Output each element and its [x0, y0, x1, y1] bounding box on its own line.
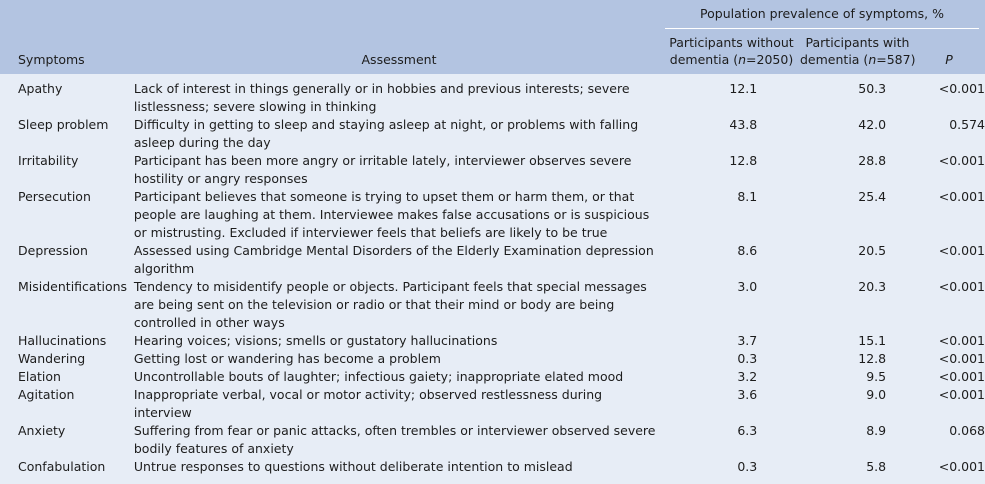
- symptom-cell: Misidentifications: [18, 279, 128, 294]
- symptom-cell: Sleep problem: [18, 117, 109, 132]
- p-value: <0.001: [938, 351, 985, 366]
- p-value: 0.574: [949, 117, 985, 132]
- col-header-p: P: [945, 52, 953, 67]
- symptom-cell: Apathy: [18, 81, 63, 96]
- table-row: [0, 332, 985, 350]
- assessment-cell: Untrue responses to questions without deliberate intention to mislead: [133, 459, 573, 474]
- table-row: [0, 368, 985, 386]
- with-dementia-value: 9.0: [866, 387, 887, 402]
- table-row: [0, 458, 985, 476]
- table-row: [0, 422, 985, 458]
- with-dementia-value: 28.8: [858, 153, 887, 168]
- p-value: <0.001: [938, 153, 985, 168]
- without-dementia-value: 0.3: [737, 351, 758, 366]
- without-dementia-value: 6.3: [737, 423, 758, 438]
- without-dementia-value: 3.2: [737, 369, 758, 384]
- table-row: [0, 188, 985, 242]
- table-body: [0, 80, 985, 476]
- table-row: [0, 386, 985, 422]
- symptom-cell: Confabulation: [18, 459, 106, 474]
- p-value: <0.001: [938, 387, 985, 402]
- col-header-without-line1: Participants without: [669, 35, 794, 50]
- assessment-cell: Uncontrollable bouts of laughter; infectious gaiety; inappropriate elated mood: [133, 369, 624, 384]
- symptom-cell: Persecution: [18, 189, 91, 204]
- col-header-without-line2: dementia (n=2050): [669, 52, 794, 67]
- with-dementia-value: 20.5: [858, 243, 887, 258]
- col-header-with-line1: Participants with: [805, 35, 910, 50]
- assessment-cell: Participant believes that someone is trying to upset them or harm them, or that people are laughing at them. Interviewee makes false accusations or is suspicious or mistrusting. Excluded if interviewer feels that beliefs are likely to be true: [133, 189, 650, 240]
- assessment-cell: Inappropriate verbal, vocal or motor activity; observed restlessness during interview: [133, 387, 603, 420]
- group-title: Population prevalence of symptoms, %: [700, 6, 944, 21]
- table-row: [0, 350, 985, 368]
- assessment-cell: Tendency to misidentify people or objects. Participant feels that special messages are being sent on the television or radio or that their mind or body are being controlled in other ways: [133, 279, 647, 330]
- with-dementia-value: 5.8: [866, 459, 887, 474]
- p-value: 0.068: [949, 423, 985, 438]
- assessment-cell: Hearing voices; visions; smells or gustatory hallucinations: [133, 333, 498, 348]
- without-dementia-value: 8.6: [737, 243, 758, 258]
- without-dementia-value: 0.3: [737, 459, 758, 474]
- p-value: <0.001: [938, 279, 985, 294]
- without-dementia-value: 3.6: [737, 387, 758, 402]
- col-header-symptoms: Symptoms: [18, 52, 85, 67]
- symptom-cell: Depression: [18, 243, 88, 258]
- assessment-cell: Getting lost or wandering has become a problem: [133, 351, 441, 366]
- table-row: [0, 116, 985, 152]
- p-value: <0.001: [938, 243, 985, 258]
- table-row: [0, 242, 985, 278]
- with-dementia-value: 25.4: [858, 189, 887, 204]
- with-dementia-value: 15.1: [858, 333, 887, 348]
- table-row: [0, 152, 985, 188]
- p-value: <0.001: [938, 189, 985, 204]
- symptom-cell: Hallucinations: [18, 333, 107, 348]
- without-dementia-value: 8.1: [737, 189, 758, 204]
- p-value: <0.001: [938, 333, 985, 348]
- without-dementia-value: 12.8: [729, 153, 758, 168]
- without-dementia-value: 12.1: [729, 81, 758, 96]
- without-dementia-value: 3.0: [737, 279, 758, 294]
- col-header-with-dementia: [800, 34, 915, 68]
- assessment-cell: Lack of interest in things generally or in hobbies and previous interests; severe listlessness; severe slowing in thinking: [133, 81, 630, 114]
- col-header-assessment: Assessment: [361, 52, 437, 67]
- table-header: [0, 0, 985, 74]
- with-dementia-value: 8.9: [866, 423, 887, 438]
- symptom-cell: Wandering: [18, 351, 86, 366]
- without-dementia-value: 43.8: [729, 117, 758, 132]
- assessment-cell: Participant has been more angry or irritable lately, interviewer observes severe hostility or angry responses: [133, 153, 632, 186]
- p-value: <0.001: [938, 369, 985, 384]
- with-dementia-value: 12.8: [858, 351, 887, 366]
- p-value: <0.001: [938, 459, 985, 474]
- symptom-cell: Agitation: [18, 387, 75, 402]
- symptom-cell: Anxiety: [18, 423, 66, 438]
- symptom-cell: Irritability: [18, 153, 79, 168]
- with-dementia-value: 20.3: [858, 279, 887, 294]
- with-dementia-value: 42.0: [858, 117, 887, 132]
- with-dementia-value: 50.3: [858, 81, 887, 96]
- p-value: <0.001: [938, 81, 985, 96]
- table-row: [0, 80, 985, 116]
- table-row: [0, 278, 985, 332]
- without-dementia-value: 3.7: [737, 333, 758, 348]
- assessment-cell: Suffering from fear or panic attacks, often trembles or interviewer observed severe bodily features of anxiety: [133, 423, 656, 456]
- assessment-cell: Assessed using Cambridge Mental Disorders of the Elderly Examination depression algorithm: [133, 243, 654, 276]
- with-dementia-value: 9.5: [866, 369, 887, 384]
- col-header-with-line2: dementia (n=587): [800, 52, 916, 67]
- symptom-cell: Elation: [18, 369, 61, 384]
- col-header-without-dementia: [664, 34, 799, 68]
- group-divider: [665, 28, 979, 29]
- assessment-cell: Difficulty in getting to sleep and staying asleep at night, or problems with falling asleep during the day: [133, 117, 639, 150]
